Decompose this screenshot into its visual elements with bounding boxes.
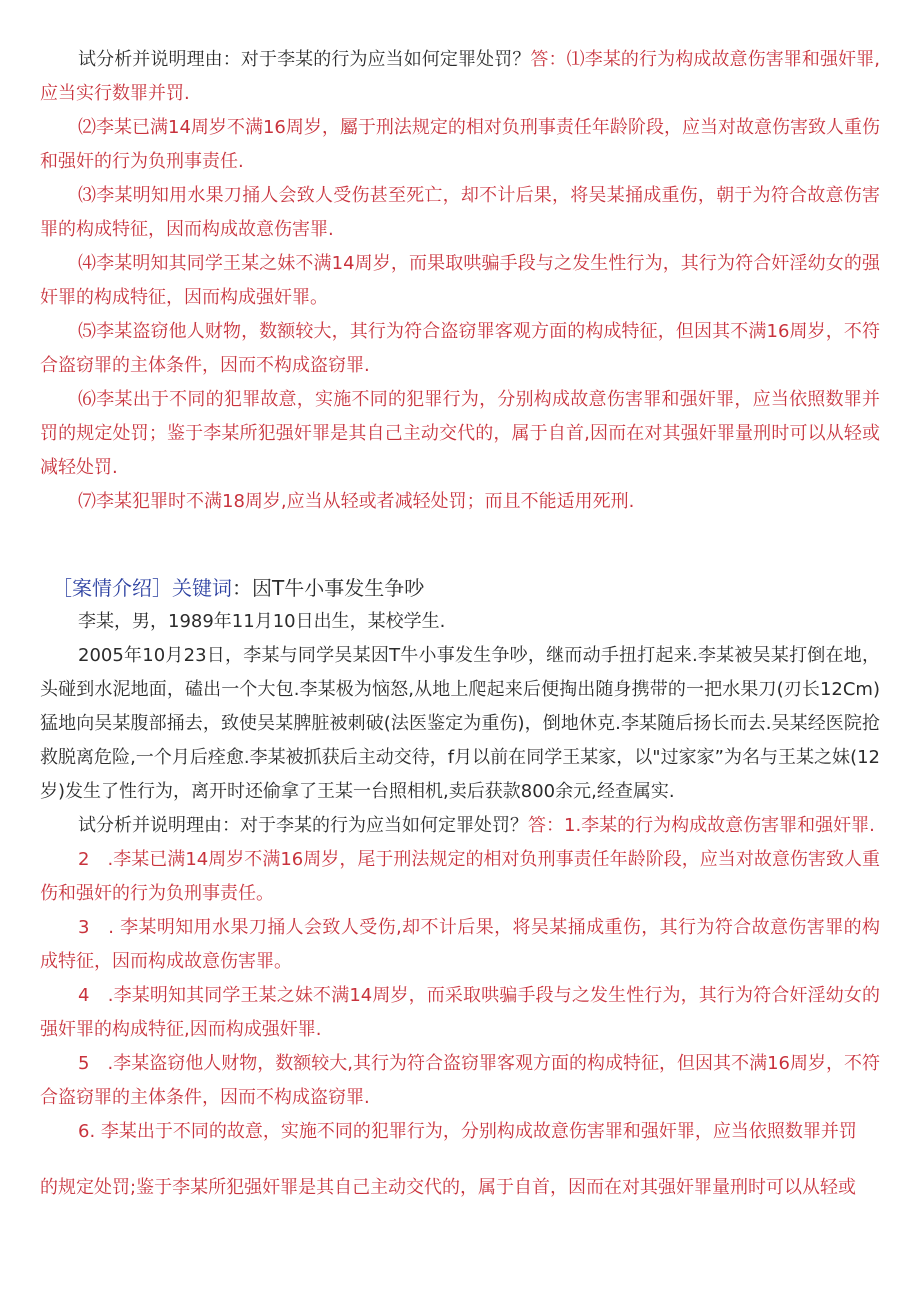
answer-point-1: ⑴李某的行为构成故意伤害罪和强奸罪,应当实行数罪并罚.: [40, 49, 880, 104]
case-answer-point-6: 6. 李某出于不同的故意，实施不同的犯罪行为，分别构成故意伤害罪和强奸罪，应当依照数罪并罚: [78, 1121, 857, 1142]
case-question-text: 试分析并说明理由：对于李某的行为应当如何定罪处罚？: [78, 815, 528, 836]
case-answer-point-4: 4 .李某明知其同学王某之妹不满14周岁，而采取哄骗手段与之发生性行为，其行为符合奸淫幼女的强奸罪的构成特征,因而构成强奸罪.: [40, 985, 880, 1040]
answer-label: 答：: [530, 49, 567, 70]
case-intro-label: ［案情介绍］: [52, 576, 172, 600]
case-person: 李某，男，1989年11月10日出生，某校学生.: [78, 611, 446, 632]
case-answer-point-2: 2 .李某已满14周岁不满16周岁，尾于刑法规定的相对负刑事责任年龄阶段，应当对故意伤害致人重伤和强奸的行为负刑事责任。: [40, 849, 880, 904]
answer-point-4: ⑷李某明知其同学王某之妹不满14周岁，而果取哄骗手段与之发生性行为，其行为符合奸淫幼女的强奸罪的构成特征，因而构成强奸罪。: [40, 253, 880, 308]
answer-point-7: ⑺李某犯罪时不满18周岁,应当从轻或者减轻处罚；而且不能适用死刑.: [78, 491, 635, 512]
case-answer-point-5: 5 .李某盗窃他人财物，数额较大,其行为符合盗窃罪客观方面的构成特征，但因其不满16周岁，不符合盗窃罪的主体条件，因而不构成盗窃罪.: [40, 1053, 880, 1108]
case-heading: [40, 571, 880, 605]
case-answer-continuation: 的规定处罚;鉴于李某所犯强奸罪是其自己主动交代的，属于自首，因而在对其强奸罪量刑时可以从轻或: [40, 1177, 857, 1198]
question-paragraph: [40, 43, 880, 111]
answer-point-3: ⑶李某明知用水果刀捅人会致人受伤甚至死亡，却不计后果，将吴某捅成重伤，朝于为符合故意伤害罪的构成特征，因而构成故意伤害罪.: [40, 185, 880, 240]
answer-point-6: ⑹李某出于不同的犯罪故意，实施不同的犯罪行为，分别构成故意伤害罪和强奸罪，应当依照数罪并罚的规定处罚；鉴于李某所犯强奸罪是其自己主动交代的，属于自首,因而在对其强奸罪量刑时可以从轻或减轻处罚.: [40, 389, 880, 478]
keyword-label: 关键词: [172, 576, 232, 600]
case-narrative: 2005年10月23日，李某与同学吴某因T牛小事发生争吵，继而动手扭打起来.李某被吴某打倒在地，头碰到水泥地面，磕出一个大包.李某极为恼怒,从地上爬起来后便掏出随身携带的一把水果刀(刃长12Cm)猛地向吴某腹部捅去，致使吴某脾脏被刺破(法医鉴定为重伤)，倒地休克.李某随后扬长而去.吴某经医院抢救脱离危险,一个月后痊愈.李某被抓获后主动交待，f月以前在同学王某家，以"过家家”为名与王某之妹(12岁)发生了性行为，离开时还偷拿了王某一台照相机,卖后获款800余元,经查属实.: [40, 645, 880, 802]
case-question-paragraph: [40, 809, 880, 843]
answer-point-5: ⑸李某盗窃他人财物，数额较大，其行为符合盗窃罪客观方面的构成特征，但因其不满16周岁，不符合盗窃罪的主体条件，因而不构成盗窃罪.: [40, 321, 880, 376]
case-answer-point-1: 1.李某的行为构成故意伤害罪和强奸罪.: [564, 815, 875, 836]
case-answer-label: 答：: [528, 815, 564, 836]
keyword-value: ：因T牛小事发生争吵: [232, 576, 425, 600]
case-answer-point-3: 3 . 李某明知用水果刀捅人会致人受伤,却不计后果，将吴某捅成重伤，其行为符合故意伤害罪的构成特征，因而构成故意伤害罪。: [40, 917, 880, 972]
answer-point-2: ⑵李某已满14周岁不满16周岁，屬于刑法规定的相对负刑事责任年龄阶段，应当对故意伤害致人重伤和强奸的行为负刑事责任.: [40, 117, 880, 172]
question-text: 试分析并说明理由：对于李某的行为应当如何定罪处罚？: [78, 49, 531, 70]
